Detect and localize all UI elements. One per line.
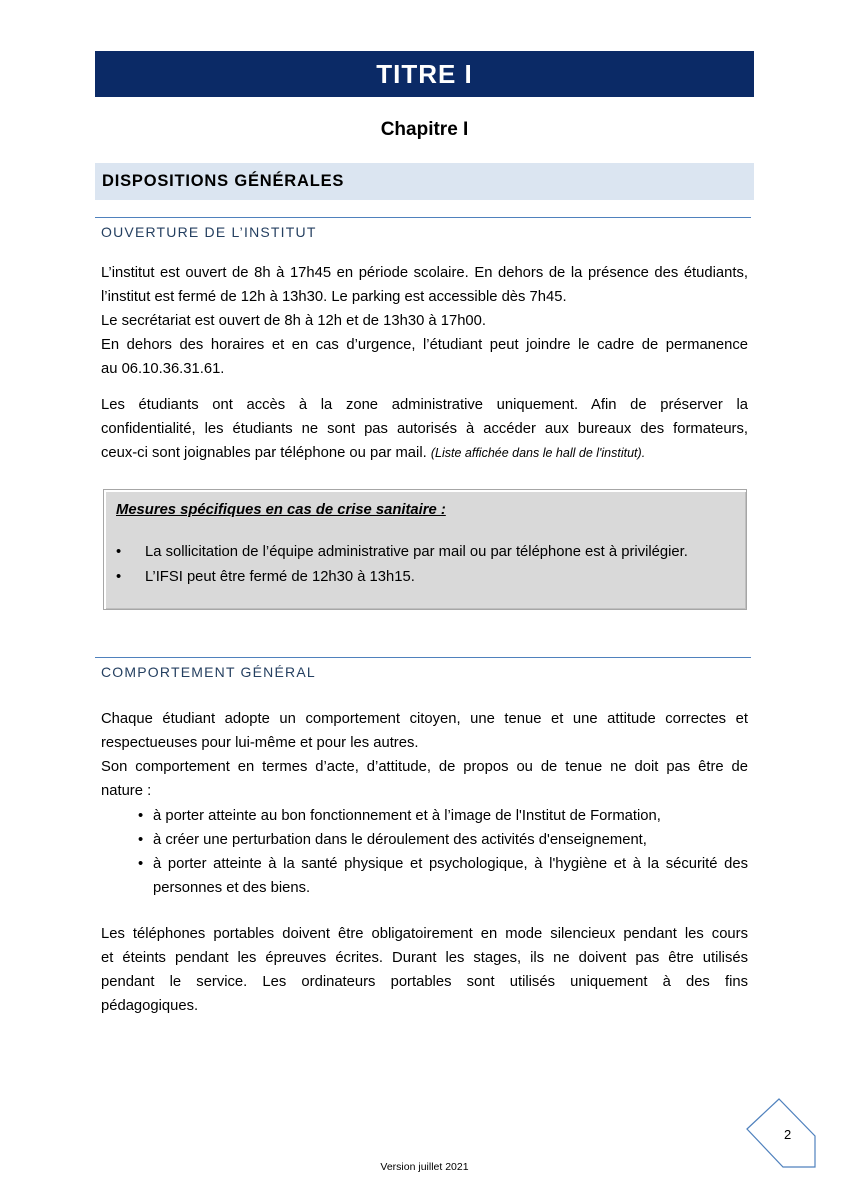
text-line: Les téléphones portables doivent être obligatoirement en mode silencieux pendant les cours (101, 926, 748, 942)
text-line: et éteints pendant les épreuves écrites. Durant les stages, ils ne doivent pas être utilisés (101, 950, 748, 966)
text-line: L’institut est ouvert de 8h à 17h45 en période scolaire. En dehors de la présence des étudiants, (101, 265, 748, 281)
text-line: Les étudiants ont accès à la zone administrative uniquement. Afin de préserver la (101, 397, 748, 413)
list-item-text: L’IFSI peut être fermé de 12h30 à 13h15. (145, 569, 415, 585)
note-text: (Liste affichée dans le hall de l'institut). (430, 446, 646, 460)
title-banner (95, 51, 754, 97)
text-line: confidentialité, les étudiants ne sont pas autorisés à accéder aux bureaux des formateurs, (101, 421, 748, 437)
page-number-shape-icon (744, 1097, 820, 1169)
paragraph-acces (101, 393, 748, 465)
text-line: Chaque étudiant adopte un comportement citoyen, une tenue et une attitude correctes et (101, 711, 748, 727)
text-line: l’institut est fermé de 12h à 13h30. Le parking est accessible dès 7h45. (101, 289, 567, 305)
behavior-list (135, 804, 748, 900)
text-segment: ceux-ci sont joignables par téléphone ou par mail. (101, 445, 427, 461)
text-line: pédagogiques. (101, 998, 199, 1014)
section-heading-ouverture: OUVERTURE DE L’INSTITUT (101, 224, 317, 240)
list-item-text: à porter atteinte au bon fonctionnement et à l’image de l'Institut de Formation, (153, 808, 661, 824)
text-line: nature : (101, 783, 152, 799)
list-item-text: à porter atteinte à la santé physique et psychologique, à l'hygiène et à la sécurité des personnes et des biens. (153, 856, 748, 896)
bullet-icon: • (138, 856, 144, 872)
paragraph-horaires (101, 261, 748, 381)
crisis-box-title: Mesures spécifiques en cas de crise sanitaire : (116, 502, 446, 518)
list-item (135, 804, 748, 828)
list-item (135, 828, 748, 852)
section-divider (95, 657, 751, 658)
section-banner-text: DISPOSITIONS GÉNÉRALES (102, 172, 345, 190)
title-text: TITRE I (376, 58, 473, 89)
section-divider (95, 217, 751, 218)
list-item (135, 852, 748, 900)
text-line: respectueuses pour lui-même et pour les autres. (101, 735, 419, 751)
list-item-text: La sollicitation de l’équipe administrative par mail ou par téléphone est à privilégier. (145, 544, 688, 560)
text-line: Le secrétariat est ouvert de 8h à 12h et de 13h30 à 17h00. (101, 313, 487, 329)
bullet-icon: • (116, 544, 122, 560)
footer-version: Version juillet 2021 (380, 1161, 469, 1173)
list-item (116, 565, 415, 589)
page-number: 2 (784, 1127, 792, 1142)
chapter-heading: Chapitre I (380, 119, 469, 140)
paragraph-comportement (101, 707, 748, 803)
bullet-icon: • (138, 808, 144, 824)
text-line (101, 441, 748, 465)
text-line: Son comportement en termes d’acte, d’attitude, de propos ou de tenue ne doit pas être de (101, 759, 748, 775)
section-heading-comportement: COMPORTEMENT GÉNÉRAL (101, 664, 316, 680)
text-line: au 06.10.36.31.61. (101, 361, 225, 377)
text-line: pendant le service. Les ordinateurs portables sont utilisés uniquement à des fins (101, 974, 748, 990)
crisis-measures-box (103, 489, 747, 610)
text-line: En dehors des horaires et en cas d’urgence, l’étudiant peut joindre le cadre de permanence (101, 337, 748, 353)
list-item (116, 540, 688, 564)
section-banner (95, 163, 754, 200)
paragraph-telephones (101, 922, 748, 1018)
bullet-icon: • (138, 832, 144, 848)
bullet-icon: • (116, 569, 122, 585)
list-item-text: à créer une perturbation dans le déroulement des activités d'enseignement, (153, 832, 647, 848)
